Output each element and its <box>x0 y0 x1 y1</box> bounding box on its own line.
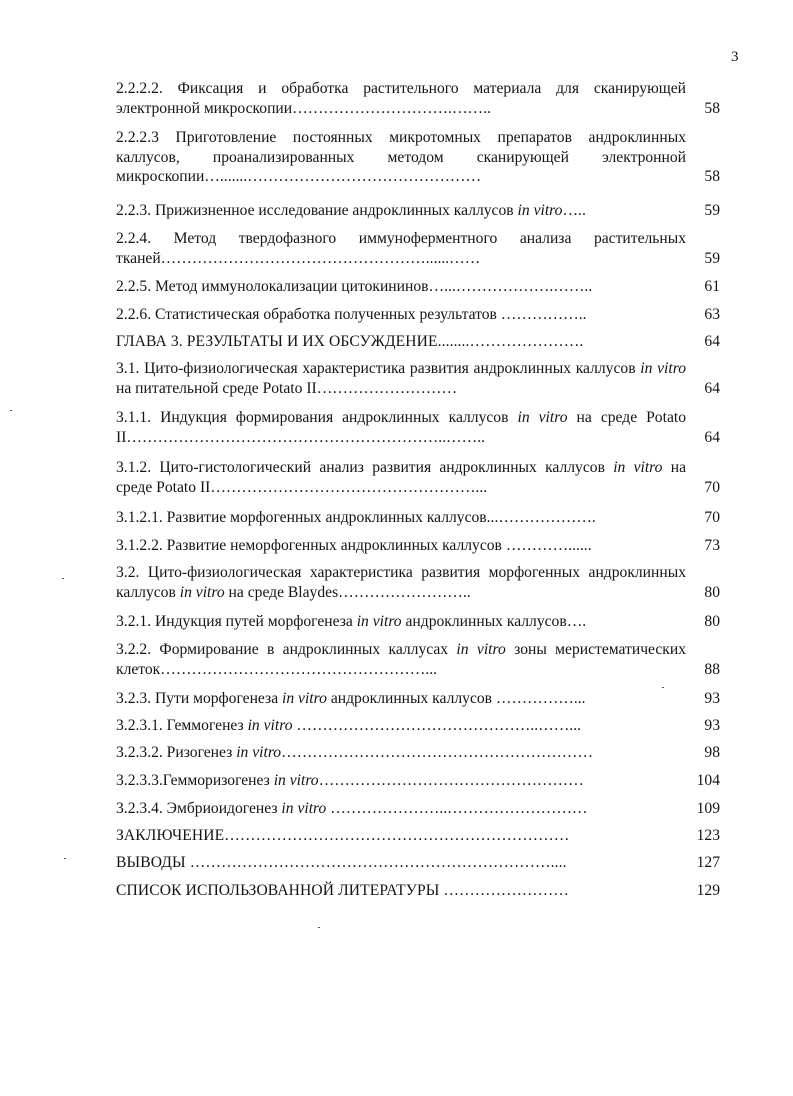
latin-term: in vitro <box>613 459 663 476</box>
toc-entry-page: 80 <box>704 613 720 630</box>
toc-entry <box>116 881 720 901</box>
toc-entry-title: 3.2. Цито-физиологическая характеристика развития морфогенных андроклинных каллусов in vitro на среде Blaydes…………………….. <box>116 564 686 601</box>
latin-term: in vitro <box>640 360 686 377</box>
toc-entry <box>116 201 720 221</box>
toc-entry <box>116 79 720 118</box>
toc-entry <box>116 826 720 846</box>
toc-entry <box>116 408 720 447</box>
latin-term: in vitro <box>179 583 225 601</box>
toc-entry <box>116 640 720 679</box>
toc-entry-title: 2.2.4. Метод твердофазного иммуноферментного анализа растительных тканей……………………………………………......…… <box>116 230 686 267</box>
toc-entry-title: 2.2.6. Статистическая обработка полученных результатов …………….. <box>116 306 587 323</box>
toc-entry <box>116 229 720 268</box>
page-number: 3 <box>731 49 739 65</box>
toc-entry <box>116 853 720 873</box>
toc-entry <box>116 771 720 791</box>
toc-entry-title: 3.2.3. Пути морфогенеза in vitro андроклинных каллусов ……………... <box>116 690 586 707</box>
toc-entry-page: 59 <box>704 249 720 267</box>
latin-term: in vitro <box>282 690 327 707</box>
toc-entry-page: 88 <box>704 660 720 678</box>
toc-entry <box>116 612 720 632</box>
toc-entry-page: 123 <box>696 827 720 844</box>
toc-entry-page: 58 <box>704 99 720 117</box>
toc-chapter-title: ГЛАВА 3. РЕЗУЛЬТАТЫ И ИХ ОБСУЖДЕНИЕ........…………………. <box>116 333 584 350</box>
toc-entry-title: 2.2.2.2. Фиксация и обработка растительного материала для сканирующей электронной микроскопии………………………….…….. <box>116 80 686 117</box>
toc-entry-page: 129 <box>696 882 720 899</box>
toc-entry-title: 3.1.2.1. Развитие морфогенных андроклинных каллусов...………………. <box>116 509 596 526</box>
toc-entry-title: 3.1. Цито-физиологическая характеристика развития андроклинных каллусов in vitro на питательной среде Potato II……………………… <box>116 360 686 397</box>
toc-entry <box>116 716 720 736</box>
toc-entry <box>116 563 720 602</box>
toc-entry-page: 98 <box>704 744 720 761</box>
toc-entry-title: 2.2.5. Метод иммунолокализации цитокининов…...……………….…….. <box>116 278 593 295</box>
toc-section-title: СПИСОК ИСПОЛЬЗОВАННОЙ ЛИТЕРАТУРЫ …………………… <box>116 882 569 899</box>
scan-speck <box>64 858 66 859</box>
toc-entry <box>116 689 720 709</box>
toc-entry-page: 63 <box>704 306 720 323</box>
toc-entry-title: 3.2.3.3.Гемморизогенез in vitro…………………………………………… <box>116 772 584 789</box>
toc-entry-page: 64 <box>704 428 720 446</box>
toc-entry-title: 2.2.3. Прижизненное исследование андроклинных каллусов in vitro….. <box>116 202 586 219</box>
toc-section-title: ЗАКЛЮЧЕНИЕ………………………………………………………… <box>116 827 570 844</box>
toc-entry <box>116 458 720 497</box>
toc-entry-title: 3.1.2.2. Развитие неморфогенных андроклинных каллусов …………...... <box>116 537 592 554</box>
toc-entry-page: 61 <box>704 278 720 295</box>
toc-entry <box>116 799 720 819</box>
toc-entry-title: 3.2.3.4. Эмбриоидогенез in vitro …………………..……………………… <box>116 800 588 817</box>
latin-term: in vitro <box>236 744 282 761</box>
toc-entry <box>116 332 720 352</box>
toc-entry-title: 2.2.2.3 Приготовление постоянных микротомных препаратов андроклинных каллусов, проанализированных методом сканирующей электронной микроскопии….......……………………………………… <box>116 129 686 185</box>
latin-term: in vitro <box>456 641 506 658</box>
toc-section-title: ВЫВОДЫ …………………………………………………………….... <box>116 854 567 871</box>
scan-speck <box>318 927 320 928</box>
toc-entry-title: 3.2.1. Индукция путей морфогенеза in vitro андроклинных каллусов…. <box>116 613 587 630</box>
toc-entry <box>116 536 720 556</box>
toc-entry <box>116 128 720 187</box>
toc-entry-title: 3.2.3.1. Геммогенез in vitro ………………………………………..……... <box>116 717 581 734</box>
toc-entry <box>116 508 720 528</box>
toc-entry-page: 93 <box>704 690 720 707</box>
toc-entry-page: 70 <box>704 478 720 496</box>
latin-term: in vitro <box>273 772 319 789</box>
toc-entry <box>116 743 720 763</box>
toc-entry-page: 127 <box>696 854 720 871</box>
latin-term: in vitro <box>247 717 293 734</box>
scan-speck <box>662 687 664 688</box>
latin-term: in vitro <box>517 202 563 219</box>
toc-entry-page: 73 <box>704 537 720 554</box>
toc-entry-page: 64 <box>704 333 720 350</box>
toc-entry-title: 3.1.2. Цито-гистологический анализ развития андроклинных каллусов in vitro на среде Potato II……………………………………………... <box>116 459 686 496</box>
toc-entry-title: 3.2.3.2. Ризогенез in vitro…………………………………………………… <box>116 744 593 761</box>
scan-speck <box>10 410 12 411</box>
toc-entry-page: 58 <box>704 168 720 185</box>
toc-entry <box>116 359 720 398</box>
toc-entry-page: 93 <box>704 717 720 734</box>
toc-entry-page: 59 <box>704 202 720 219</box>
toc-entry <box>116 305 720 325</box>
toc-entry-page: 70 <box>704 509 720 526</box>
latin-term: in vitro <box>517 409 568 426</box>
toc-entry <box>116 277 720 297</box>
scan-speck <box>62 578 64 579</box>
toc-entry-page: 80 <box>704 583 720 601</box>
toc-entry-page: 104 <box>696 772 720 789</box>
toc-entry-page: 64 <box>704 379 720 397</box>
latin-term: in vitro <box>356 613 402 630</box>
toc-entry-page: 109 <box>696 800 720 817</box>
toc-entry-title: 3.1.1. Индукция формирования андроклинных каллусов in vitro на среде Potato II……………………………………………………..…….. <box>116 409 686 446</box>
latin-term: in vitro <box>281 800 327 817</box>
toc-entry-title: 3.2.2. Формирование в андроклинных каллусах in vitro зоны меристематических клеток……………………………………………... <box>116 641 686 678</box>
